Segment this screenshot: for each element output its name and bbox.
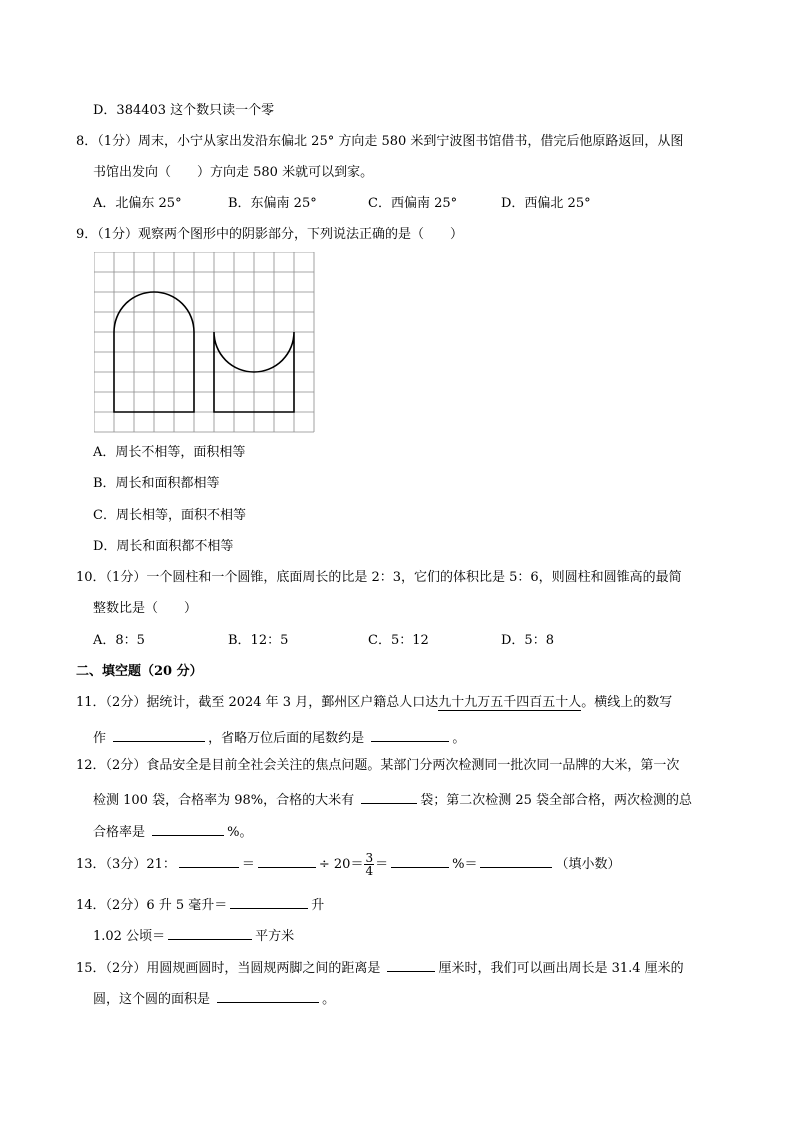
q11-text-d: ，省略万位后面的尾数约是 xyxy=(208,731,365,746)
q9-option-b: B．周长和面积都相等 xyxy=(93,476,220,491)
q10-option-d: D．5：8 xyxy=(501,633,554,648)
q12-text-d: %。 xyxy=(227,825,253,840)
q12-stem-line3 xyxy=(93,821,253,841)
q14-text-c: 1.02 公顷＝ xyxy=(93,929,166,944)
q10-option-b: B．12：5 xyxy=(228,633,289,648)
q14-text-a: 14．（2分）6 升 5 毫升＝ xyxy=(76,898,228,913)
q9-stem: 9．（1分）观察两个图形中的阴影部分，下列说法正确的是（ ） xyxy=(76,227,464,242)
q13-text-a: 13．（3分）21： xyxy=(76,857,176,872)
q13-fraction xyxy=(364,852,374,877)
q14-text-b: 升 xyxy=(311,898,325,913)
q15-stem-line1 xyxy=(76,957,684,977)
q15-text-b: 厘米时，我们可以画出周长是 31.4 厘米的 xyxy=(438,961,684,976)
q14-stem-line2 xyxy=(93,925,294,945)
q10-stem-line2: 整数比是（ ） xyxy=(93,601,198,616)
q10-option-a: A．8：5 xyxy=(93,633,145,648)
q9-option-d: D．周长和面积都不相等 xyxy=(93,539,234,554)
q13-text-b: ＝ xyxy=(241,857,255,872)
q13-fraction-denominator: 4 xyxy=(365,864,374,878)
q12-blank-1[interactable] xyxy=(361,789,417,804)
q13-fraction-numerator: 3 xyxy=(365,851,374,865)
q9-option-c: C．周长相等，面积不相等 xyxy=(93,508,246,523)
q11-text-a: 11．（2分）据统计，截至 2024 年 3 月，鄞州区户籍总人口达 xyxy=(76,695,439,710)
q8-option-d: D．西偏北 25° xyxy=(501,196,591,211)
q11-blank-1[interactable] xyxy=(113,727,205,742)
q13-blank-2[interactable] xyxy=(258,853,316,868)
q14-blank-2[interactable] xyxy=(168,925,252,940)
q9-option-a: A．周长不相等，面积相等 xyxy=(93,445,246,460)
q8-option-a: A．北偏东 25° xyxy=(93,196,182,211)
q11-stem-line1 xyxy=(76,695,672,711)
q13-blank-4[interactable] xyxy=(480,853,552,868)
q14-stem-line1 xyxy=(76,894,324,914)
q13-text-c: ÷ 20＝ xyxy=(318,857,364,872)
q10-option-c: C．5：12 xyxy=(368,633,429,648)
q14-blank-1[interactable] xyxy=(230,894,308,909)
q7-option-d: D．384403 这个数只读一个零 xyxy=(93,103,275,118)
q15-stem-line2 xyxy=(93,988,335,1008)
q11-blank-2[interactable] xyxy=(371,727,449,742)
q9-grid-figure xyxy=(94,252,316,434)
q11-text-c: 作 xyxy=(93,731,107,746)
q15-text-c: 圆，这个圆的面积是 xyxy=(93,992,211,1007)
q11-text-b: 。横线上的数写 xyxy=(581,695,673,710)
q13-text-d: ＝ xyxy=(375,857,389,872)
q15-blank-1[interactable] xyxy=(387,957,435,972)
q10-stem-line1: 10．（1分）一个圆柱和一个圆锥，底面周长的比是 2：3，它们的体积比是 5：6，则圆柱和圆锥高的最简 xyxy=(76,570,682,585)
q12-stem-line1: 12．（2分）食品安全是目前全社会关注的焦点问题。某部门分两次检测同一批次同一品牌的大米，第一次 xyxy=(76,758,680,773)
grid-lines xyxy=(94,252,314,432)
q8-option-c: C．西偏南 25° xyxy=(368,196,458,211)
q12-stem-line2 xyxy=(93,789,692,809)
q14-text-d: 平方米 xyxy=(255,929,295,944)
section-2-title: 二、填空题（20 分） xyxy=(76,664,203,679)
q8-option-b: B．东偏南 25° xyxy=(228,196,317,211)
q11-stem-line2 xyxy=(93,727,465,747)
q12-blank-2[interactable] xyxy=(152,821,224,836)
q13-blank-1[interactable] xyxy=(179,853,239,868)
q15-blank-2[interactable] xyxy=(217,988,319,1003)
q8-stem-line2: 书馆出发向（ ）方向走 580 米就可以到家。 xyxy=(93,165,374,180)
q15-text-a: 15．（2分）用圆规画圆时，当圆规两脚之间的距离是 xyxy=(76,961,381,976)
q12-text-b: 袋；第二次检测 25 袋全部合格，两次检测的总 xyxy=(420,793,693,808)
q15-text-d: 。 xyxy=(322,992,336,1007)
q13-text-f: （填小数） xyxy=(555,857,621,872)
q13-text-e: %＝ xyxy=(452,857,478,872)
q12-text-c: 合格率是 xyxy=(93,825,146,840)
q12-text-a: 检测 100 袋，合格率为 98%，合格的大米有 xyxy=(93,793,355,808)
q13-blank-3[interactable] xyxy=(391,853,449,868)
q13-stem xyxy=(76,852,620,877)
q11-text-e: 。 xyxy=(452,731,466,746)
q8-stem-line1: 8．（1分）周末，小宁从家出发沿东偏北 25° 方向走 580 米到宁波图书馆借书，借完后他原路返回，从图 xyxy=(76,134,684,149)
q11-underlined-number: 九十九万五千四百五十人 xyxy=(438,695,582,710)
